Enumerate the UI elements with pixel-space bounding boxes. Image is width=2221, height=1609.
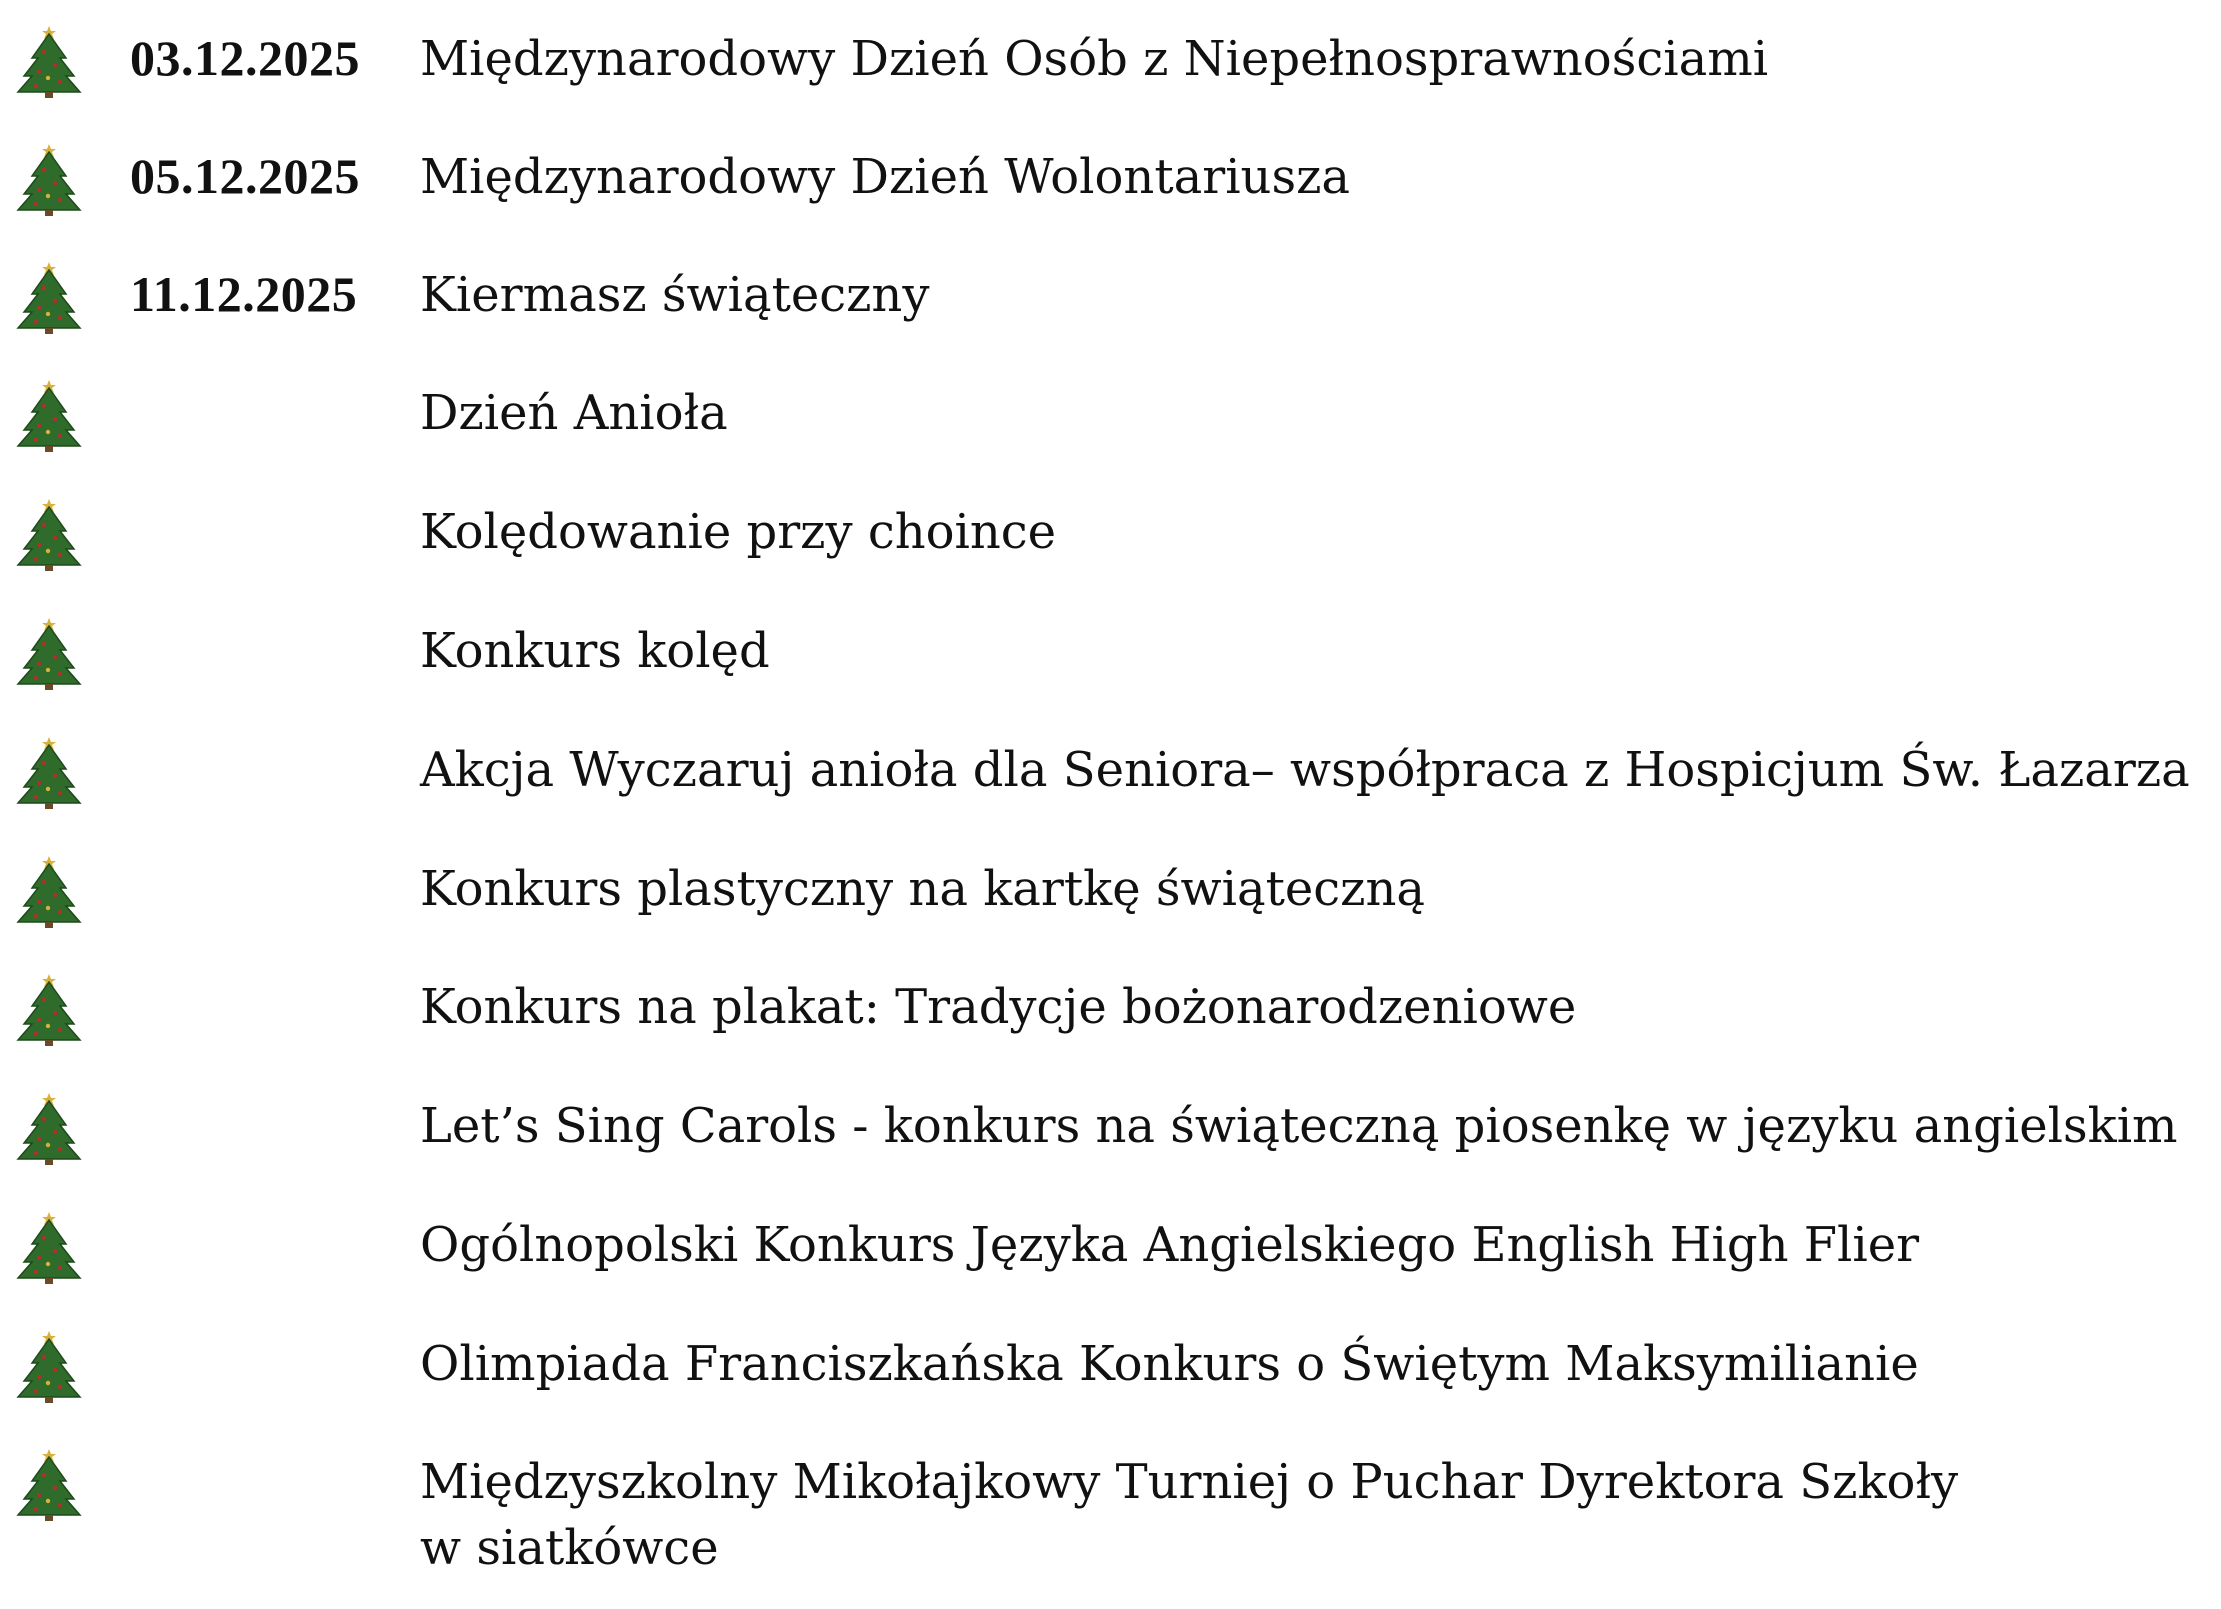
christmas-tree-icon — [14, 612, 84, 692]
christmas-tree-icon — [14, 256, 84, 336]
event-title: Konkurs na plakat: Tradycje bożonarodzeniowe — [420, 979, 1577, 1035]
event-title: Dzień Anioła — [420, 385, 728, 441]
christmas-tree-icon — [14, 731, 84, 811]
christmas-tree-icon — [14, 20, 84, 100]
christmas-tree-icon — [14, 493, 84, 573]
event-title: Let’s Sing Carols - konkurs na świąteczną piosenkę w języku angielskim — [420, 1098, 2178, 1154]
event-date: 03.12.2025 — [130, 30, 360, 86]
event-title: Olimpiada Franciszkańska Konkurs o Świętym Maksymilianie — [420, 1336, 1919, 1392]
event-title: Międzynarodowy Dzień Wolontariusza — [420, 149, 1350, 205]
event-title: Kolędowanie przy choince — [420, 504, 1057, 560]
event-date: 11.12.2025 — [130, 266, 358, 322]
event-title: Akcja Wyczaruj anioła dla Seniora– współpraca z Hospicjum Św. Łazarza — [420, 742, 2190, 798]
event-title: Międzynarodowy Dzień Osób z Niepełnosprawnościami — [420, 31, 1769, 87]
christmas-tree-icon — [14, 968, 84, 1048]
event-title — [420, 1449, 2200, 1581]
event-title-line2: w siatkówce — [420, 1520, 719, 1576]
christmas-tree-icon — [14, 1443, 84, 1523]
event-date: 05.12.2025 — [130, 148, 360, 204]
event-title: Konkurs kolęd — [420, 623, 770, 679]
event-title: Kiermasz świąteczny — [420, 267, 930, 323]
christmas-tree-icon — [14, 850, 84, 930]
event-title-line1: Międzyszkolny Mikołajkowy Turniej o Puchar Dyrektora Szkoły — [420, 1454, 1959, 1510]
event-title: Ogólnopolski Konkurs Języka Angielskiego English High Flier — [420, 1217, 1920, 1273]
christmas-tree-icon — [14, 1206, 84, 1286]
christmas-tree-icon — [14, 138, 84, 218]
christmas-tree-icon — [14, 374, 84, 454]
event-title: Konkurs plastyczny na kartkę świąteczną — [420, 861, 1425, 917]
christmas-tree-icon — [14, 1087, 84, 1167]
christmas-tree-icon — [14, 1325, 84, 1405]
